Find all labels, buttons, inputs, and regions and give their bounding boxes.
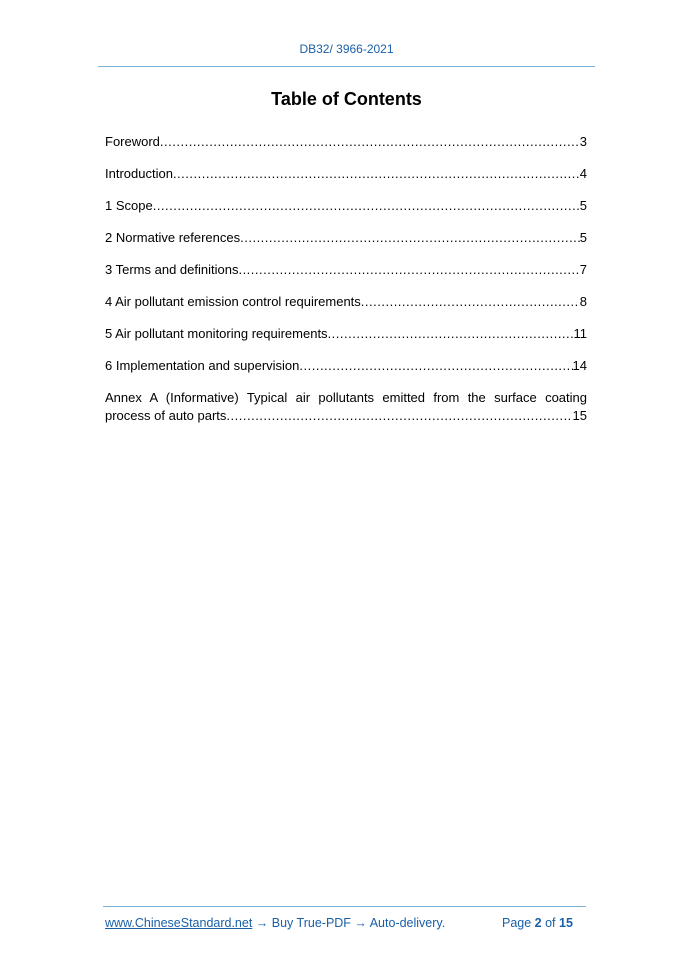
toc-entry-terms-and-definitions[interactable] (105, 261, 587, 279)
toc-leader-dots (361, 293, 580, 311)
site-link[interactable]: www.ChineseStandard.net (105, 916, 253, 930)
page-total: 15 (559, 916, 573, 930)
toc-leader-dots (153, 197, 580, 215)
page-label: Page (502, 916, 535, 930)
promo-text: → Buy True-PDF → Auto-delivery. (252, 916, 446, 930)
toc-entry-label: Introduction (105, 166, 173, 181)
footer-promo (105, 916, 445, 930)
toc-entry-foreword[interactable] (105, 133, 587, 151)
page-indicator (502, 916, 573, 930)
toc-leader-dots (173, 165, 580, 183)
toc-entry-label: 6 Implementation and supervision (105, 358, 300, 373)
toc-entry-normative-references[interactable] (105, 229, 587, 247)
toc-entry-scope[interactable] (105, 197, 587, 215)
toc-leader-dots (160, 133, 580, 151)
page-of: of (541, 916, 559, 930)
toc-entry-page: 5 (579, 198, 587, 213)
toc-leader-dots (238, 261, 579, 279)
toc-leader-dots (240, 229, 580, 247)
toc-entry-label: 1 Scope (105, 198, 153, 213)
toc-entry-page: 7 (579, 262, 587, 277)
page-title: Table of Contents (271, 89, 422, 109)
document-code: DB32/ 3966-2021 (299, 42, 394, 56)
toc-entry-page: 4 (579, 166, 587, 181)
toc-entry-label: 2 Normative references (105, 230, 241, 245)
header-divider (98, 66, 595, 67)
toc-entry-page: 14 (572, 358, 587, 373)
page-current: 2 (534, 916, 542, 930)
toc-entry-page: 8 (579, 294, 587, 309)
toc-entry-page: 3 (579, 134, 587, 149)
toc-entry-emission-control[interactable] (105, 293, 587, 311)
toc-entry-page: 11 (573, 326, 587, 341)
toc-entry-label: 4 Air pollutant emission control requirements (105, 294, 361, 309)
toc-leader-dots (226, 407, 572, 425)
toc-entry-label-continued: process of auto parts (105, 408, 227, 423)
toc-entry-label: Annex A (Informative) Typical air pollutants emitted from the surface coating (105, 390, 587, 405)
toc-list (105, 133, 587, 439)
toc-entry-page: 5 (579, 230, 587, 245)
toc-entry-monitoring[interactable] (105, 325, 587, 343)
toc-entry-introduction[interactable] (105, 165, 587, 183)
toc-leader-dots (328, 325, 574, 343)
toc-entry-label: 3 Terms and definitions (105, 262, 239, 277)
toc-entry-label: Foreword (105, 134, 160, 149)
toc-entry-annex-a[interactable] (105, 389, 587, 425)
footer-divider (103, 906, 586, 907)
toc-entry-implementation[interactable] (105, 357, 587, 375)
toc-leader-dots (299, 357, 572, 375)
toc-entry-page: 15 (572, 408, 587, 423)
toc-entry-label: 5 Air pollutant monitoring requirements (105, 326, 328, 341)
